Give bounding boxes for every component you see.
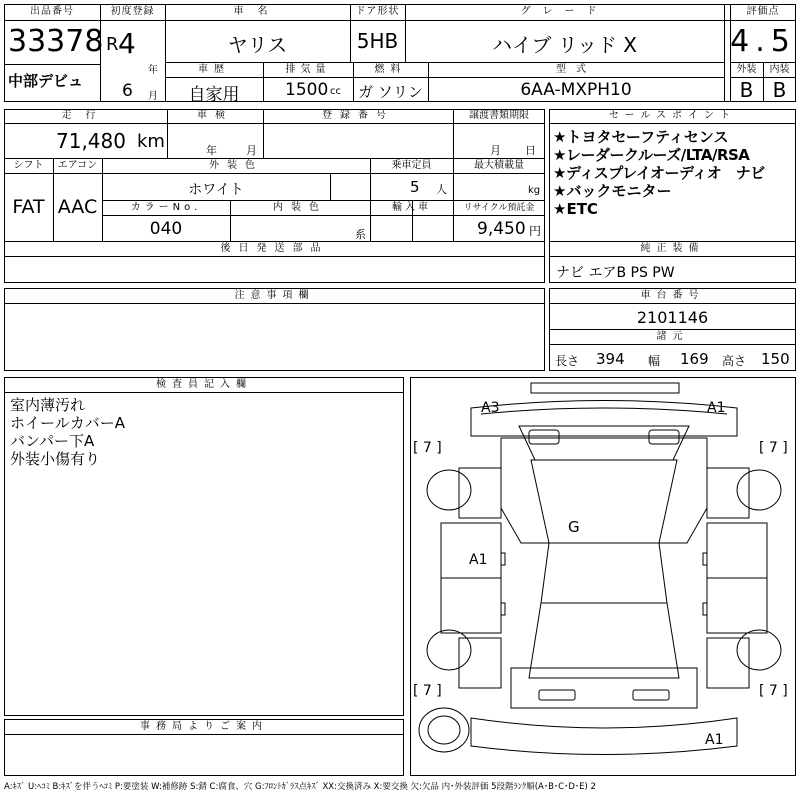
recycle-fee-unit: 円 bbox=[529, 224, 542, 238]
interior-grade: B bbox=[772, 78, 787, 102]
model-code: 6AA-MXPH10 bbox=[520, 80, 632, 100]
month: 6 bbox=[122, 81, 133, 101]
score: 4.5 bbox=[730, 24, 796, 59]
height: 150 bbox=[761, 350, 790, 368]
legend: A:ｷｽﾞ U:ﾍｺﾐ B:ｷｽﾞを伴うﾍｺﾐ P:要塗装 W:補修跡 S:錆 C:腐食、穴 G:ﾌﾛﾝﾄｶﾞﾗｽ点ｷｽﾞ XX:交換済み X:要交換 欠:欠品 内･外装評価 5段階ﾗﾝｸ順(A･B･C･D･E) 2 bbox=[4, 782, 596, 792]
car-diagram-drawing bbox=[411, 378, 797, 777]
door-label: ドア形状 bbox=[355, 6, 400, 17]
displacement-unit: cc bbox=[330, 86, 341, 97]
transfer-month-unit: 月 bbox=[490, 144, 501, 157]
height-label: 高さ bbox=[722, 354, 747, 368]
inspection-year-unit: 年 bbox=[206, 144, 217, 157]
capacity-label: 乗車定員 bbox=[391, 160, 432, 171]
sales-point: ★ディスプレイオーディオ ナビ bbox=[553, 164, 765, 182]
inspector-notes bbox=[10, 396, 125, 468]
month-unit: 月 bbox=[148, 91, 158, 102]
genuine-equipment: ナビ エアB PS PW bbox=[556, 265, 675, 281]
car-name: ヤリス bbox=[227, 33, 288, 57]
color-number-label: カラーNo. bbox=[130, 202, 202, 213]
sales-points-label: セールスポイント bbox=[608, 110, 737, 121]
tire-depth: [ 7 ] bbox=[413, 683, 442, 699]
divider bbox=[4, 123, 545, 124]
history-label: 車歴 bbox=[198, 64, 230, 75]
recycle-fee: 9,450 bbox=[477, 219, 526, 239]
exterior-color: ホワイト bbox=[188, 182, 244, 198]
inspector-notes-label: 検査員記入欄 bbox=[156, 379, 252, 390]
capacity: 5 bbox=[410, 178, 420, 196]
shift-label: シフト bbox=[13, 160, 44, 171]
tire-depth: [ 7 ] bbox=[759, 440, 788, 456]
score-label: 評価点 bbox=[746, 6, 780, 17]
genuine-equipment-label: 純正装備 bbox=[640, 243, 705, 254]
grade-label: グレード bbox=[520, 6, 609, 17]
divider bbox=[102, 215, 545, 216]
interior-color-unit: 系 bbox=[355, 228, 366, 241]
divider bbox=[724, 4, 725, 102]
chassis-number-label: 車台番号 bbox=[640, 290, 705, 301]
mileage-unit: km bbox=[137, 131, 165, 152]
later-parts-label: 後日発送部品 bbox=[220, 243, 329, 254]
divider bbox=[165, 77, 724, 78]
displacement-label: 排気量 bbox=[285, 64, 331, 75]
damage-mark: A3 bbox=[481, 400, 500, 416]
registration-number-label: 登録番号 bbox=[322, 110, 394, 121]
divider bbox=[4, 392, 404, 393]
tire-depth: [ 7 ] bbox=[759, 683, 788, 699]
door-type: 5HB bbox=[356, 29, 399, 53]
exterior-label: 外装 bbox=[736, 64, 757, 75]
transfer-day-unit: 日 bbox=[525, 144, 536, 157]
exterior-color-label: 外装色 bbox=[209, 160, 263, 171]
divider bbox=[4, 734, 404, 735]
damage-mark: G bbox=[568, 518, 580, 536]
sales-point: ★レーダークルーズ/LTA/RSA bbox=[553, 146, 750, 164]
chassis-number: 2101146 bbox=[636, 308, 709, 327]
shift: FAT bbox=[12, 196, 45, 218]
length-label: 長さ bbox=[555, 354, 580, 368]
divider bbox=[330, 173, 331, 200]
damage-mark: A1 bbox=[707, 400, 726, 416]
lot-number: 33378 bbox=[8, 24, 104, 59]
divider bbox=[4, 173, 545, 174]
interior-label: 内装 bbox=[769, 64, 790, 75]
color-number: 040 bbox=[149, 219, 183, 239]
tire-depth: [ 7 ] bbox=[413, 440, 442, 456]
divider bbox=[549, 303, 796, 304]
divider bbox=[4, 303, 545, 304]
displacement: 1500 bbox=[285, 80, 329, 100]
inspector-note: 外装小傷有り bbox=[10, 450, 101, 468]
mileage-label: 走行 bbox=[61, 110, 110, 121]
divider bbox=[724, 20, 796, 21]
recycle-fee-label: リサイクル預託金 bbox=[463, 203, 535, 213]
width: 169 bbox=[680, 350, 709, 368]
max-load-unit: kg bbox=[528, 185, 541, 196]
mileage: 71,480 bbox=[56, 129, 126, 153]
max-load-label: 最大積載量 bbox=[474, 160, 524, 171]
capacity-unit: 人 bbox=[436, 183, 447, 196]
year-unit: 年 bbox=[148, 65, 158, 76]
car-diagram bbox=[410, 377, 796, 776]
aircon: AAC bbox=[57, 196, 98, 218]
model-label: 型式 bbox=[556, 64, 596, 75]
sales-point: ★ETC bbox=[553, 200, 598, 218]
history: 自家用 bbox=[188, 85, 240, 105]
era: R bbox=[106, 34, 119, 55]
car-name-label: 車名 bbox=[233, 6, 282, 17]
inspector-note: ホイールカバーA bbox=[10, 414, 125, 432]
grade: ハイブ リッド X bbox=[491, 33, 638, 57]
transfer-deadline-label: 譲渡書類期限 bbox=[469, 110, 529, 121]
divider bbox=[4, 256, 545, 257]
notes-label: 注意事項欄 bbox=[234, 290, 315, 301]
sales-point: ★トヨタセーフティセンス bbox=[553, 128, 729, 146]
divider bbox=[4, 64, 100, 65]
fuel: ガ ソリン bbox=[358, 83, 423, 101]
width-label: 幅 bbox=[648, 354, 661, 368]
aircon-label: エアコン bbox=[57, 160, 98, 171]
first-registration-label: 初度登録 bbox=[110, 6, 155, 17]
office-notice-label: 事務局よりご案内 bbox=[140, 721, 268, 732]
divider bbox=[4, 20, 724, 21]
sales-point: ★バックモニター bbox=[553, 182, 672, 200]
inspector-note: 室内薄汚れ bbox=[10, 396, 86, 414]
exterior-grade: B bbox=[739, 78, 754, 102]
debut-text: 中部デビュ bbox=[8, 72, 84, 90]
divider bbox=[549, 256, 796, 257]
lot-number-label: 出品番号 bbox=[30, 6, 74, 17]
damage-mark: A1 bbox=[469, 552, 488, 568]
divider bbox=[549, 344, 796, 345]
inspection-month-unit: 月 bbox=[246, 144, 257, 157]
inspection-label: 車検 bbox=[197, 110, 233, 121]
fuel-label: 燃料 bbox=[374, 64, 407, 75]
length: 394 bbox=[596, 350, 625, 368]
sales-points-list bbox=[553, 128, 795, 218]
damage-mark: A1 bbox=[705, 732, 724, 748]
specs-label: 諸元 bbox=[656, 331, 689, 342]
year: 4 bbox=[118, 27, 136, 60]
import-label: 輸入車 bbox=[392, 202, 431, 213]
divider bbox=[549, 123, 796, 124]
inspector-note: バンパー下A bbox=[10, 432, 95, 450]
interior-color-label: 内装色 bbox=[273, 202, 327, 213]
